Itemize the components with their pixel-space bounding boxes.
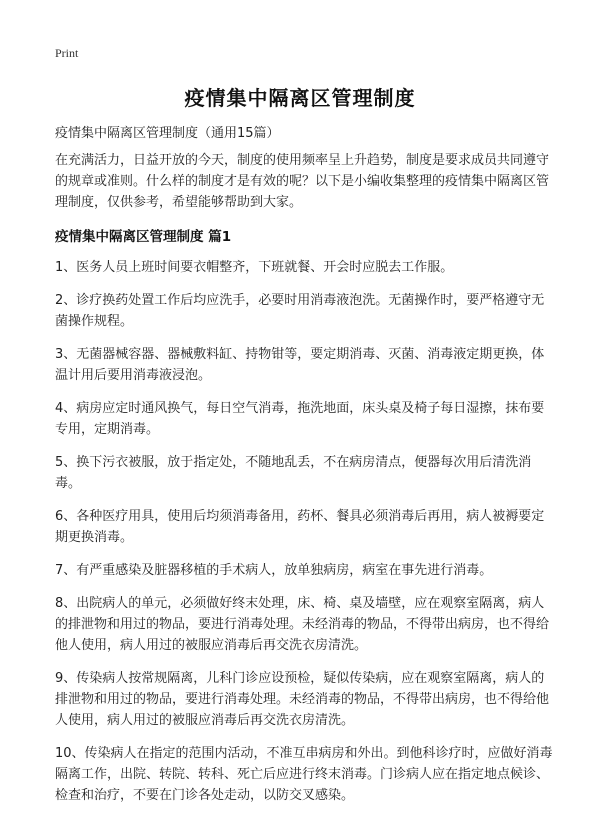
list-item: 6、各种医疗用具，使用后均须消毒备用，药杯、餐具必须消毒后再用，病人被褥要定期更换消毒。 bbox=[55, 509, 545, 545]
list-item: 2、诊疗换药处置工作后均应洗手，必要时用消毒液泡洗。无菌操作时，要严格遵守无菌操作规程。 bbox=[55, 293, 545, 329]
list-item: 9、传染病人按常规隔离，儿科门诊应设预检，疑似传染病，应在观察室隔离，病人的排泄物和用过的物品，要进行消毒处理。未经消毒的物品，不得带出病房，也不得给他人使用，病人用过的被服应消毒后再交洗衣房清洗。 bbox=[55, 671, 550, 728]
section-heading: 疫情集中隔离区管理制度 篇1 bbox=[55, 229, 232, 245]
document-body bbox=[55, 150, 555, 818]
list-item: 10、传染病人在指定的范围内活动，不准互串病房和外出。到他科诊疗时，应做好消毒隔离工作，出院、转院、转科、死亡后应进行终末消毒。门诊病人应在指定地点候诊、检查和治疗，不要在门诊各处走动，以防交叉感染。 bbox=[55, 746, 553, 803]
list-item: 7、有严重感染及脏器移植的手术病人，放单独病房，病室在事先进行消毒。 bbox=[55, 563, 493, 578]
print-label: Print bbox=[55, 46, 79, 60]
list-item: 4、病房应定时通风换气，每日空气消毒，拖洗地面，床头桌及椅子每日湿擦，抹布要专用，定期消毒。 bbox=[55, 401, 545, 437]
intro-paragraph: 在充满活力，日益开放的今天，制度的使用频率呈上升趋势，制度是要求成员共同遵守的规章或准则。什么样的制度才是有效的呢？以下是小编收集整理的疫情集中隔离区管理制度，仅供参考，希望能够帮助到大家。 bbox=[55, 153, 550, 210]
list-item: 8、出院病人的单元，必须做好终末处理，床、椅、桌及墙壁，应在观察室隔离，病人的排泄物和用过的物品，要进行消毒处理。未经消毒的物品，不得带出病房，也不得给他人使用，病人用过的被服应消毒后再交洗衣房清洗。 bbox=[55, 596, 550, 653]
list-item: 5、换下污衣被服，放于指定处，不随地乱丢，不在病房清点，便器每次用后清洗消毒。 bbox=[55, 455, 532, 491]
document-subtitle: 疫情集中隔离区管理制度（通用15篇） bbox=[55, 126, 280, 141]
list-item: 1、医务人员上班时间要衣帽整齐，下班就餐、开会时应脱去工作服。 bbox=[55, 260, 454, 275]
document-title: 疫情集中隔离区管理制度 bbox=[184, 86, 416, 110]
list-item: 3、无菌器械容器、器械敷料缸、持物钳等，要定期消毒、灭菌、消毒液定期更换，体温计用后要用消毒液浸泡。 bbox=[55, 347, 545, 383]
